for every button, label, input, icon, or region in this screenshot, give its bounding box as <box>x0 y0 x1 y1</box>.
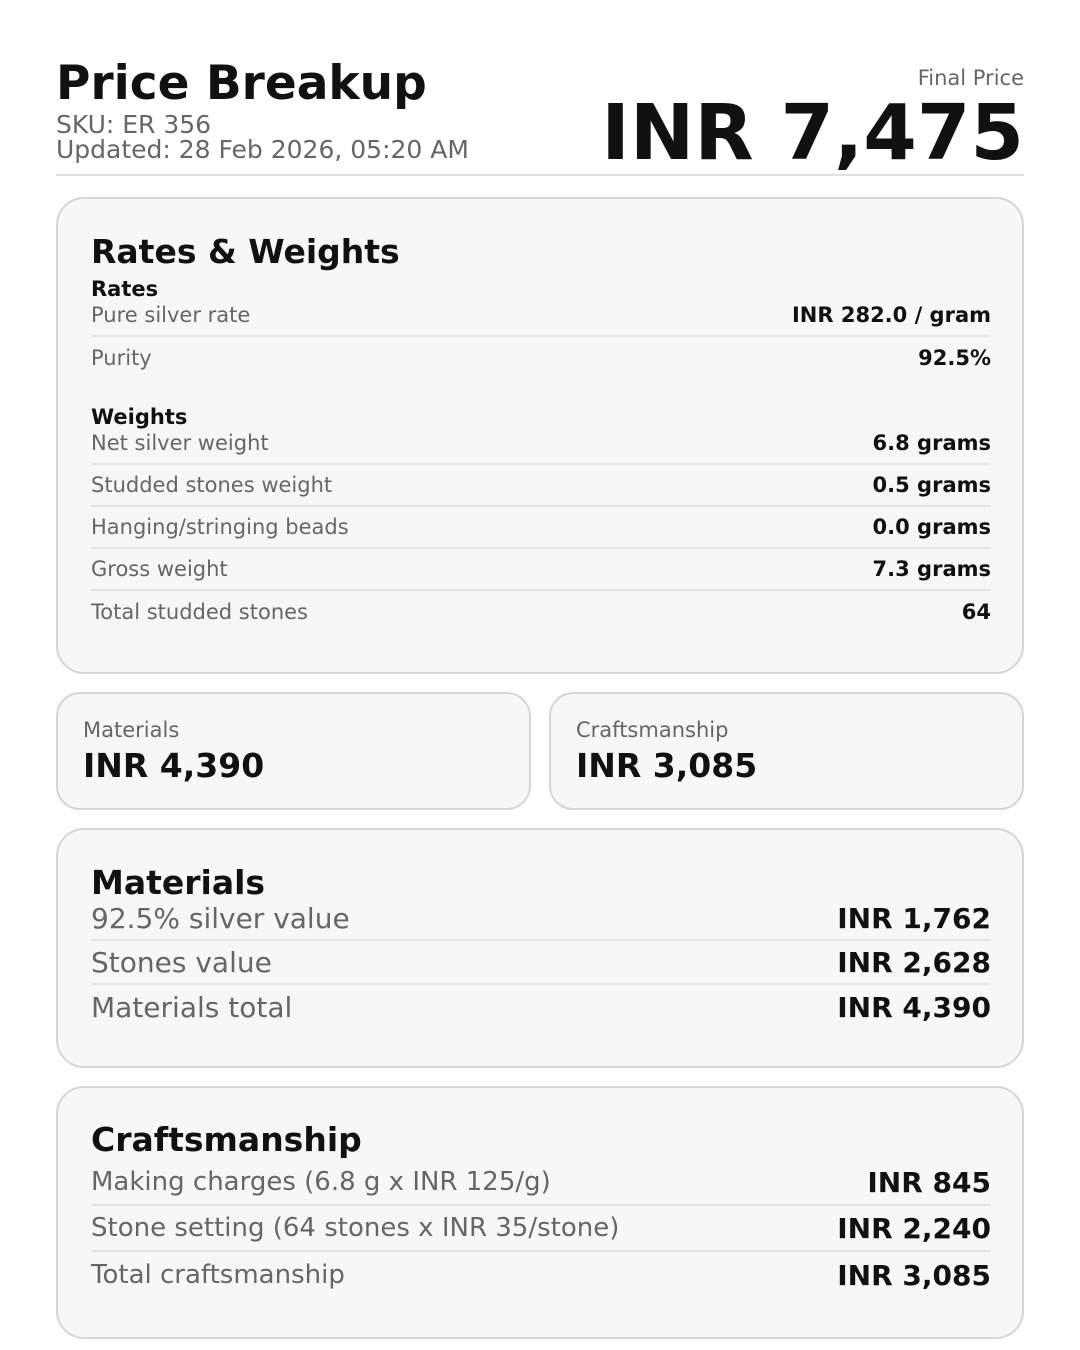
row-label: Net silver weight <box>91 431 269 455</box>
row-label: Gross weight <box>91 557 228 581</box>
materials-row-silver <box>91 897 991 941</box>
page-title: Price Breakup <box>56 56 427 111</box>
page-header <box>56 56 1024 176</box>
final-price-value: INR 7,475 <box>601 89 1024 178</box>
weight-row-total-stones <box>91 591 991 633</box>
craftsmanship-summary-value: INR 3,085 <box>576 746 758 785</box>
materials-row-total <box>91 985 991 1029</box>
final-price-label: Final Price <box>917 66 1024 90</box>
weight-row-net-silver <box>91 423 991 465</box>
rate-row-purity <box>91 337 991 379</box>
rate-row-pure-silver <box>91 295 991 337</box>
row-label: Total studded stones <box>91 600 308 624</box>
updated-timestamp: Updated: 28 Feb 2026, 05:20 AM <box>56 135 469 164</box>
row-label: Hanging/stringing beads <box>91 515 349 539</box>
row-label: Pure silver rate <box>91 303 251 327</box>
materials-summary-label: Materials <box>83 718 180 742</box>
materials-summary-value: INR 4,390 <box>83 746 265 785</box>
row-value: 0.5 grams <box>872 473 991 497</box>
craft-row-making <box>91 1160 991 1206</box>
row-label: Purity <box>91 346 152 370</box>
row-label: Making charges (6.8 g x INR 125/g) <box>91 1167 551 1197</box>
craftsmanship-card <box>56 1086 1024 1339</box>
craft-row-total <box>91 1252 991 1298</box>
materials-row-stones <box>91 941 991 985</box>
rates-weights-title: Rates & Weights <box>91 232 400 271</box>
row-value: INR 2,240 <box>837 1211 991 1245</box>
row-label: 92.5% silver value <box>91 901 350 935</box>
row-value: INR 2,628 <box>837 945 991 979</box>
weight-row-stones <box>91 465 991 507</box>
weights-heading: Weights <box>91 405 188 429</box>
row-value: INR 282.0 / gram <box>791 303 991 327</box>
row-value: INR 1,762 <box>837 901 991 935</box>
row-value: INR 4,390 <box>837 990 991 1024</box>
row-value: INR 845 <box>867 1165 991 1199</box>
row-value: 0.0 grams <box>872 515 991 539</box>
craft-row-setting <box>91 1206 991 1252</box>
row-label: Studded stones weight <box>91 473 333 497</box>
craftsmanship-summary-card <box>549 692 1024 810</box>
row-label: Total craftsmanship <box>91 1260 345 1290</box>
row-label: Stones value <box>91 945 272 979</box>
row-value: 92.5% <box>918 346 991 370</box>
craftsmanship-title: Craftsmanship <box>91 1120 362 1159</box>
weight-row-gross <box>91 549 991 591</box>
materials-card <box>56 828 1024 1068</box>
craftsmanship-summary-label: Craftsmanship <box>576 718 729 742</box>
rates-weights-card <box>56 197 1024 674</box>
materials-summary-card <box>56 692 531 810</box>
sku-text: SKU: ER 356 <box>56 110 212 139</box>
row-label: Stone setting (64 stones x INR 35/stone) <box>91 1213 620 1243</box>
materials-title: Materials <box>91 863 266 902</box>
rates-heading: Rates <box>91 277 159 301</box>
row-value: 64 <box>961 600 991 624</box>
row-value: 7.3 grams <box>872 557 991 581</box>
row-label: Materials total <box>91 990 293 1024</box>
weight-row-beads <box>91 507 991 549</box>
row-value: INR 3,085 <box>837 1258 991 1292</box>
row-value: 6.8 grams <box>872 431 991 455</box>
